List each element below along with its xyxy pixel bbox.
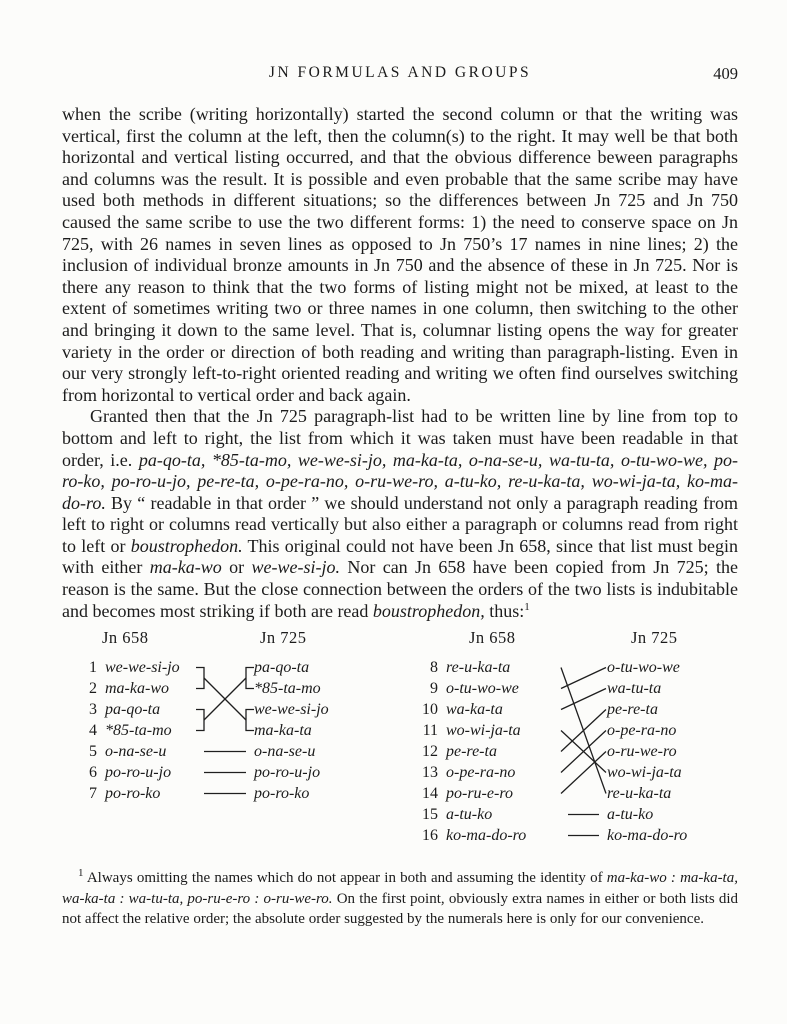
jn658-name: re-u-ka-ta — [446, 659, 511, 677]
connection-line — [561, 668, 606, 689]
page-content — [62, 0, 738, 929]
jn658-name: po-ro-u-jo — [105, 764, 172, 782]
jn725-name: ko-ma-do-ro — [607, 827, 688, 845]
row-number: 12 — [422, 743, 438, 761]
jn658-name: pa-qo-ta — [105, 701, 161, 719]
text-segment: Granted then that the Jn 725 paragraph-list had to be written line by line from top to bottom and left to right, the list from which it was taken must have been readable in that order, i.e. — [62, 406, 738, 470]
text-segment: Always omitting the names which do not appear in both and assuming the identity of — [83, 870, 607, 887]
row-number: 4 — [89, 722, 97, 740]
jn725-name: o-pe-ra-no — [607, 722, 677, 740]
group-body — [403, 657, 719, 846]
column-header-jn725: Jn 725 — [260, 628, 307, 648]
jn658-name: o-tu-wo-we — [446, 680, 519, 698]
column-header-jn658: Jn 658 — [102, 628, 149, 648]
jn658-name: po-ro-ko — [105, 785, 161, 803]
row-number: 11 — [422, 722, 438, 740]
row-number: 14 — [422, 785, 438, 803]
name-column — [254, 657, 360, 804]
text-segment: ma-ka-wo : ma-ka-ta, wa-ka-ta : wa-tu-ta, po-ru-e-ro : o-ru-we-ro. — [62, 870, 738, 907]
page-number: 409 — [713, 64, 738, 83]
jn658-name: wa-ka-ta — [446, 701, 503, 719]
row-number: 6 — [89, 764, 97, 782]
jn658-name: pe-re-ta — [446, 743, 497, 761]
running-head-title: JN FORMULAS AND GROUPS — [268, 64, 532, 81]
text-segment: ma-ka-wo — [149, 557, 222, 578]
text-segment: 1 — [78, 867, 84, 880]
text-segment: On the first point, obviously extra names in either or both lists did not affect the relative order; the absolute order suggested by the numerals here is only for our convenience. — [62, 890, 739, 928]
jn725-name: o-tu-wo-we — [607, 659, 680, 677]
bracket — [246, 668, 254, 689]
jn725-name: o-na-se-u — [254, 743, 316, 761]
connector-lines — [560, 657, 607, 846]
row-number: 8 — [430, 659, 438, 677]
text-segment: 1 — [524, 600, 530, 613]
row-number: 9 — [430, 680, 438, 698]
jn725-name: po-ro-ko — [254, 785, 310, 803]
name-column — [446, 657, 559, 846]
row-number: 3 — [89, 701, 97, 719]
text-segment: This original could not have been Jn 658, since that list must begin with either — [62, 535, 738, 578]
text-segment: By “ readable in that order ” we should understand not only a paragraph reading from left to right or columns read vertically but also either a paragraph or columns read from right to left or — [62, 492, 738, 556]
jn725-name: a-tu-ko — [607, 806, 654, 824]
jn658-name: ma-ka-wo — [105, 680, 169, 698]
jn658-name: ko-ma-do-ro — [446, 827, 527, 845]
jn725-name: pe-re-ta — [607, 701, 658, 719]
connection-line — [561, 689, 606, 710]
text-segment: when the scribe (writing horizontally) started the second column or that the writing was vertical, first the column at the left, then the column(s) to the right. It may well be that both horizontal and vertical listing occurred, and that the obvious difference beween paragraphs and columns was the result. It is possible and even probable that the same scribe may have used both methods in different situations; so the differences between Jn 725 and Jn 750 caused the same scribe to use the two different forms: 1) the need to conserve space on Jn 725, with 26 names in seven lines as opposed to Jn 750’s 17 names in nine lines; 2) the inclusion of individual bronze amounts in Jn 750 and the absence of these in Jn 725. Nor is there any reason to think that the two forms of listing might not be mixed, at least to the extent of sometimes writing two or three names in one column, then switching to the other and bringing it down to the same level. That is, columnar listing opens the way for greater variety in the order or direction of both reading and writing than paragraph-listing. Even in our very strongly left-to-right oriented reading and writing we often find ourselves switching from horizontal to vertical order and back again. — [62, 104, 738, 405]
jn725-name: wo-wi-ja-ta — [607, 764, 682, 782]
name-column — [607, 657, 719, 846]
group-headers — [62, 628, 362, 657]
text-segment: Nor can Jn 658 have been copied from Jn 725; the reason is the same. But the close connection between the orders of the two lists is indubitable and becomes most striking if both are read — [62, 557, 738, 621]
text-segment: or — [221, 557, 252, 578]
bracket — [196, 668, 204, 689]
text-segment: boustrophedon. — [130, 535, 243, 556]
jn658-name: po-ru-e-ro — [446, 785, 513, 803]
connector-lines — [196, 657, 254, 804]
row-number: 16 — [422, 827, 438, 845]
jn658-name: wo-wi-ja-ta — [446, 722, 521, 740]
row-number: 7 — [89, 785, 97, 803]
jn725-name: we-we-si-jo — [254, 701, 329, 719]
connection-line — [561, 710, 606, 752]
name-column — [105, 657, 196, 804]
jn658-name: o-na-se-u — [105, 743, 167, 761]
row-number-column — [403, 657, 438, 846]
comparison-group-rows-1-7 — [62, 628, 362, 804]
column-header-jn725: Jn 725 — [631, 628, 678, 648]
boustrophedon-comparison-diagram — [62, 628, 738, 850]
jn658-name: *85-ta-mo — [105, 722, 172, 740]
jn725-name: wa-tu-ta — [607, 680, 662, 698]
text-segment: we-we-si-jo. — [251, 557, 340, 578]
row-number: 1 — [89, 659, 97, 677]
jn725-name: re-u-ka-ta — [607, 785, 672, 803]
connection-line — [561, 752, 606, 794]
text-segment: pa-qo-ta, *85-ta-mo, we-we-si-jo, ma-ka-ta, o-na-se-u, wa-tu-ta, o-tu-wo-we, po-ro-ko, po-ro-u-jo, pe-re-ta, o-pe-ra-no, o-ru-we-ro, a-tu-ko, re-u-ka-ta, wo-wi-ja-ta, ko-ma-do-ro. — [62, 449, 738, 513]
footnote — [62, 868, 738, 929]
row-number-column — [62, 657, 97, 804]
bracket — [196, 710, 204, 731]
row-number: 5 — [89, 743, 97, 761]
row-number: 15 — [422, 806, 438, 824]
text-segment: boustrophedon, — [372, 600, 485, 621]
column-header-jn658: Jn 658 — [469, 628, 516, 648]
text-segment: thus: — [484, 600, 525, 621]
jn725-name: *85-ta-mo — [254, 680, 321, 698]
jn725-name: po-ro-u-jo — [254, 764, 321, 782]
jn658-name: a-tu-ko — [446, 806, 493, 824]
group-body — [62, 657, 362, 804]
jn725-name: pa-qo-ta — [254, 659, 310, 677]
body-paragraph-1 — [62, 104, 738, 406]
jn658-name: o-pe-ra-no — [446, 764, 516, 782]
group-headers — [403, 628, 719, 657]
comparison-group-rows-8-16 — [403, 628, 719, 846]
jn725-name: ma-ka-ta — [254, 722, 312, 740]
row-number: 10 — [422, 701, 438, 719]
row-number: 2 — [89, 680, 97, 698]
row-number: 13 — [422, 764, 438, 782]
jn658-name: we-we-si-jo — [105, 659, 180, 677]
bracket — [246, 710, 254, 731]
body-paragraph-2 — [62, 406, 738, 622]
jn725-name: o-ru-we-ro — [607, 743, 677, 761]
running-head — [62, 0, 738, 88]
